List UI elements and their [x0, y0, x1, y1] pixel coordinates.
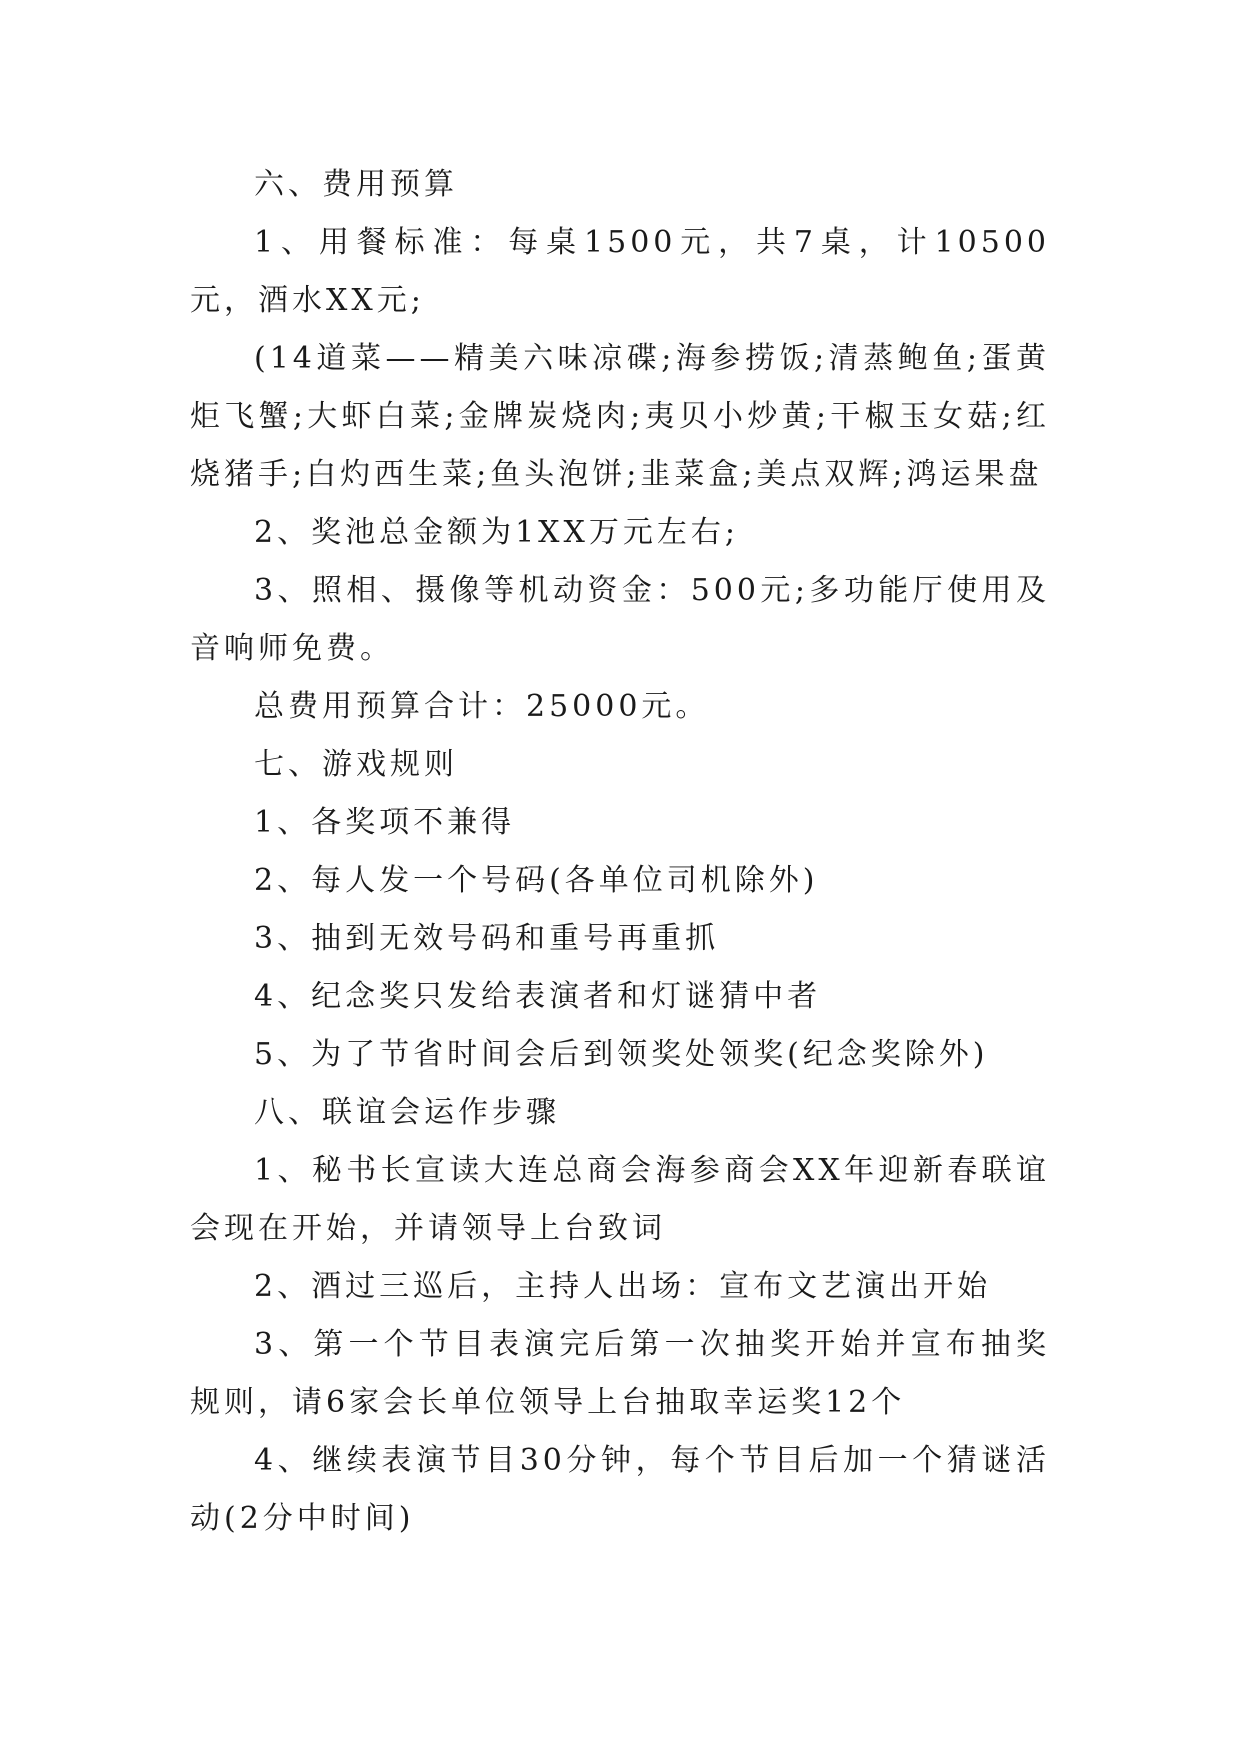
paragraph-rule-3: 3、抽到无效号码和重号再重抓: [254, 921, 720, 956]
paragraph-prize-pool: 2、奖池总金额为1XX万元左右;: [254, 515, 739, 550]
paragraph-rule-1: 1、各奖项不兼得: [254, 805, 516, 840]
paragraph-total-budget: 总费用预算合计：25000元。: [254, 689, 710, 724]
paragraph-step-1: 1、秘书长宣读大连总商会海参商会XX年迎新春联谊会现在开始，并请领导上台致词: [190, 1153, 1050, 1246]
section-heading-game-rules: 七、游戏规则: [254, 747, 458, 782]
paragraph-step-4: 4、继续表演节目30分钟，每个节目后加一个猜谜活动(2分中时间): [190, 1443, 1050, 1536]
document-body: [190, 156, 1050, 1548]
section-heading-budget: 六、费用预算: [254, 167, 458, 202]
paragraph-rule-4: 4、纪念奖只发给表演者和灯谜猜中者: [254, 979, 822, 1014]
paragraph-dining-standard: 1、用餐标准：每桌1500元，共7桌，计10500元，酒水XX元;: [190, 225, 1050, 318]
paragraph-step-3: 3、第一个节目表演完后第一次抽奖开始并宣布抽奖规则，请6家会长单位领导上台抽取幸运奖12个: [190, 1327, 1050, 1420]
paragraph-misc-funds: 3、照相、摄像等机动资金：500元;多功能厅使用及音响师免费。: [190, 573, 1050, 666]
paragraph-step-2: 2、酒过三巡后，主持人出场：宣布文艺演出开始: [254, 1269, 992, 1304]
paragraph-rule-5: 5、为了节省时间会后到领奖处领奖(纪念奖除外): [254, 1037, 989, 1072]
paragraph-rule-2: 2、每人发一个号码(各单位司机除外): [254, 863, 819, 898]
paragraph-menu-dishes: (14道菜——精美六味凉碟;海参捞饭;清蒸鲍鱼;蛋黄炬飞蟹;大虾白菜;金牌炭烧肉;夷贝小炒黄;干椒玉女菇;红烧猪手;白灼西生菜;鱼头泡饼;韭菜盒;美点双辉;鸿运果盘: [190, 341, 1050, 492]
section-heading-procedure: 八、联谊会运作步骤: [254, 1095, 560, 1130]
